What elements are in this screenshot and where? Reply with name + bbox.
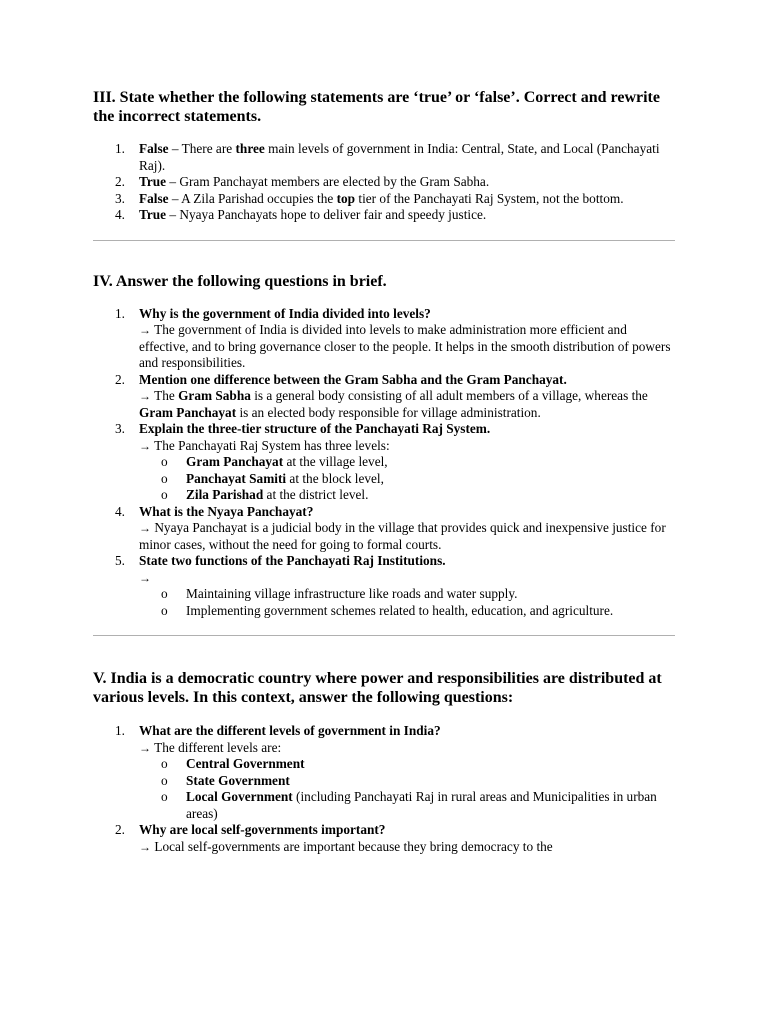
bullet-icon: o bbox=[161, 454, 168, 469]
arrow-icon: → bbox=[139, 438, 151, 453]
bullet-bold: Panchayat Samiti bbox=[186, 470, 287, 486]
item-number: 1. bbox=[115, 723, 125, 738]
arrow-icon: → bbox=[139, 839, 151, 854]
answer-text-bold: Gram Sabha bbox=[178, 388, 251, 403]
answer-label: False bbox=[139, 190, 169, 206]
bullet-icon: o bbox=[161, 772, 168, 788]
bullet-item bbox=[139, 454, 675, 471]
item-text: – A Zila Parishad occupies the bbox=[168, 190, 337, 206]
item-number: 5. bbox=[115, 553, 125, 568]
answer-text-bold: Gram Panchayat bbox=[139, 404, 237, 420]
answer-text: Nyaya Panchayat is a judicial body in the village that provides quick and inexpensive justice for minor cases, without the need for going to formal courts. bbox=[139, 520, 666, 552]
arrow-icon: → bbox=[139, 323, 151, 337]
question-text: Why are local self-governments important? bbox=[139, 822, 386, 837]
section-divider bbox=[93, 635, 675, 636]
list-item bbox=[93, 141, 675, 174]
bullet-bold: Gram Panchayat bbox=[186, 454, 284, 469]
bullet-text: at the district level. bbox=[263, 487, 369, 502]
bullet-list bbox=[139, 454, 675, 504]
answer-label: True bbox=[139, 207, 167, 222]
answer-label: False bbox=[139, 141, 169, 156]
question-text: Explain the three-tier structure of the Panchayati Raj System. bbox=[139, 421, 491, 436]
question-text: Mention one difference between the Gram Sabha and the Gram Panchayat. bbox=[139, 371, 567, 387]
numbered-list bbox=[93, 141, 675, 224]
list-item bbox=[93, 306, 675, 372]
item-number: 3. bbox=[115, 421, 125, 436]
list-item bbox=[93, 723, 675, 822]
item-number: 1. bbox=[115, 141, 125, 156]
item-number: 4. bbox=[115, 207, 125, 222]
bullet-icon: o bbox=[161, 586, 168, 601]
bullet-list bbox=[139, 586, 675, 619]
question-text: State two functions of the Panchayati Raj Institutions. bbox=[139, 553, 446, 568]
section-heading: V. India is a democratic country where power and responsibilities are distributed at various levels. In this context, answer the following questions: bbox=[93, 670, 662, 706]
section-heading: III. State whether the following statements are ‘true’ or ‘false’. Correct and rewrite the incorrect statements. bbox=[93, 89, 660, 125]
bullet-item bbox=[139, 773, 675, 790]
question-text: Why is the government of India divided into levels? bbox=[139, 305, 431, 321]
bullet-bold: Zila Parishad bbox=[186, 487, 264, 502]
numbered-list bbox=[93, 723, 675, 855]
answer-text: The government of India is divided into levels to make administration more efficient and effective, and to bring governance closer to the people. It helps in the smooth distribution of powers and responsibilities. bbox=[139, 322, 671, 370]
answer-text: is a general body consisting of all adult members of a village, whereas the bbox=[250, 388, 648, 403]
bullet-icon: o bbox=[161, 602, 168, 618]
question-text: What is the Nyaya Panchayat? bbox=[139, 503, 314, 519]
bullet-icon: o bbox=[161, 470, 168, 486]
bullet-bold: Central Government bbox=[186, 756, 305, 771]
answer-text: The Panchayati Raj System has three levels: bbox=[151, 437, 390, 453]
bullet-item bbox=[139, 487, 675, 504]
bullet-bold: Local Government bbox=[186, 789, 293, 804]
answer-text: Local self-governments are important because they bring democracy to the bbox=[151, 838, 553, 854]
bullet-item bbox=[139, 789, 675, 822]
item-number: 2. bbox=[115, 822, 125, 837]
item-text: tier of the Panchayati Raj System, not the bottom. bbox=[355, 190, 624, 206]
item-number: 2. bbox=[115, 371, 125, 387]
bullet-icon: o bbox=[161, 487, 168, 502]
list-item bbox=[93, 553, 675, 619]
answer-text: The bbox=[151, 388, 179, 403]
answer-text: is an elected body responsible for village administration. bbox=[236, 404, 541, 420]
arrow-icon: → bbox=[139, 740, 151, 755]
section-divider bbox=[93, 240, 675, 241]
arrow-icon: → bbox=[139, 521, 151, 535]
item-text: main levels of government in India: Central, State, and Local (Panchayati Raj). bbox=[139, 141, 660, 173]
bullet-item bbox=[139, 756, 675, 773]
section-true-false bbox=[93, 88, 675, 241]
item-number: 1. bbox=[115, 305, 125, 321]
item-text: – Nyaya Panchayats hope to deliver fair and speedy justice. bbox=[166, 207, 487, 222]
list-item bbox=[93, 191, 675, 208]
bullet-list bbox=[139, 756, 675, 822]
item-number: 3. bbox=[115, 190, 125, 206]
list-item bbox=[93, 372, 675, 422]
bullet-item bbox=[139, 586, 675, 603]
list-item bbox=[93, 207, 675, 224]
answer-label: True bbox=[139, 174, 167, 189]
document-content bbox=[93, 88, 675, 855]
arrow-icon: → bbox=[139, 570, 151, 585]
bullet-item bbox=[139, 603, 675, 620]
question-text: What are the different levels of government in India? bbox=[139, 723, 441, 738]
answer-text: The different levels are: bbox=[151, 739, 282, 755]
bullet-text: (including Panchayati Raj in rural areas and Municipalities in urban areas) bbox=[186, 789, 657, 821]
bullet-bold: State Government bbox=[186, 772, 290, 788]
list-item bbox=[93, 822, 675, 855]
item-text-bold: top bbox=[336, 190, 356, 206]
bullet-text: Maintaining village infrastructure like roads and water supply. bbox=[186, 586, 518, 601]
list-item bbox=[93, 421, 675, 504]
item-text: – Gram Panchayat members are elected by the Gram Sabha. bbox=[166, 174, 490, 189]
numbered-list bbox=[93, 306, 675, 620]
arrow-icon: → bbox=[139, 389, 151, 403]
list-item bbox=[93, 504, 675, 554]
bullet-icon: o bbox=[161, 756, 168, 771]
item-text-bold: three bbox=[235, 141, 265, 156]
section-heading: IV. Answer the following questions in brief. bbox=[93, 272, 387, 290]
bullet-text: at the block level, bbox=[286, 470, 384, 486]
item-number: 4. bbox=[115, 503, 125, 519]
bullet-text: Implementing government schemes related to health, education, and agriculture. bbox=[186, 602, 614, 618]
section-brief-answers bbox=[93, 272, 675, 637]
bullet-item bbox=[139, 471, 675, 488]
item-number: 2. bbox=[115, 174, 125, 189]
bullet-text: at the village level, bbox=[283, 454, 388, 469]
list-item bbox=[93, 174, 675, 191]
item-text: – There are bbox=[168, 141, 236, 156]
section-democracy-questions bbox=[93, 669, 675, 855]
bullet-icon: o bbox=[161, 789, 168, 804]
